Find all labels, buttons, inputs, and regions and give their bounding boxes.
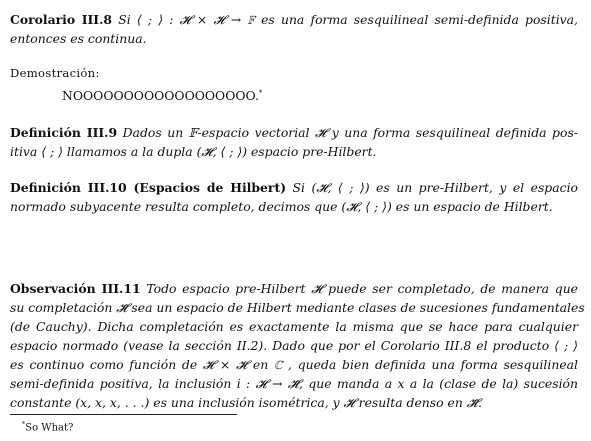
observacion-line-5: es continuo como función de 𝓗 × 𝓗 en ℂ , queda bien definida una forma sesquilineal	[10, 357, 578, 372]
observacion-line-3: (de Cauchy). Dicha completación es exactamente la misma que se hace para cualquier	[10, 319, 578, 334]
definicion-iii-9	[10, 123, 578, 161]
observacion-line-1: Todo espacio pre-Hilbert 𝓗 puede ser completado, de manera que	[146, 281, 579, 296]
definicion-39-line-2: itiva ⟨ ; ⟩ llamamos a la dupla (𝓗, ⟨ ; ⟩) espacio pre-Hilbert.	[10, 144, 377, 159]
footnote-mark: *	[22, 420, 26, 428]
corolario-text-line-1: Si ⟨ ; ⟩ : 𝓗 × 𝓗 → 𝔽 es una forma sesquilineal semi-definida positiva,	[118, 12, 578, 27]
definicion-39-line-1: Dados un 𝔽-espacio vectorial 𝓗 y una forma sesquilineal definida pos-	[122, 125, 578, 140]
definicion-39-label: Definición III.9	[10, 125, 118, 140]
observacion-line-4: espacio normado (vease la sección II.2). Dado que por el Corolario III.8 el producto ⟨ ; ⟩	[10, 338, 578, 353]
demostracion-text: NOOOOOOOOOOOOOOOOOO.	[62, 88, 259, 104]
footnote	[22, 418, 73, 434]
demostracion-label: Demostración:	[10, 66, 100, 80]
observacion-line-7: constante (x, x, x, . . .) es una inclusión isométrica, y 𝓗 resulta denso en 𝓗̄.	[10, 395, 482, 410]
observacion-line-6: semi-definida positiva, la inclusión i : 𝓗 → 𝓗̄, que manda a x a la (clase de la) sucesión	[10, 376, 578, 391]
observacion-iii-11	[10, 279, 585, 412]
footnote-reference: *	[258, 89, 263, 97]
footnote-divider	[10, 414, 237, 415]
corolario-label: Corolario III.8	[10, 12, 113, 27]
observacion-label: Observación III.11	[10, 281, 141, 296]
definicion-310-line-2: normado subyacente resulta completo, decimos que (𝓗, ⟨ ; ⟩) es un espacio de Hilbert.	[10, 199, 553, 214]
observacion-line-2: su completación 𝓗̄ sea un espacio de Hilbert mediante clases de sucesiones fundamentales	[10, 300, 585, 315]
footnote-text: So What?	[25, 422, 74, 434]
definicion-310-label: Definición III.10 (Espacios de Hilbert)	[10, 180, 287, 195]
demostracion-body	[62, 84, 262, 105]
corolario-text-line-2: entonces es continua.	[10, 31, 147, 46]
definicion-iii-10	[10, 178, 578, 216]
definicion-310-line-1: Si (𝓗, ⟨ ; ⟩) es un pre-Hilbert, y el espacio	[292, 180, 578, 195]
corolario-iii-8	[10, 10, 578, 48]
